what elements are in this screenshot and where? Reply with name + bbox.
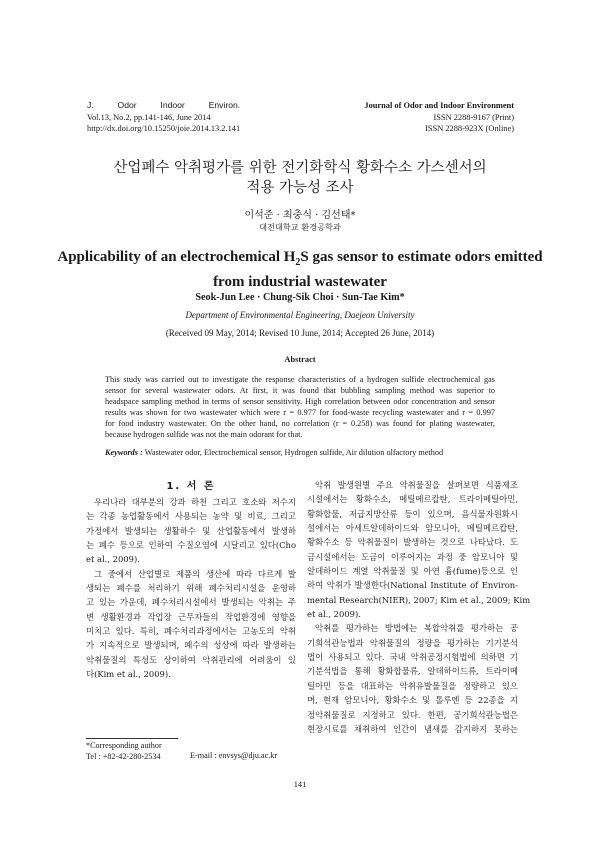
body-line: et al., 2009). (86, 554, 140, 565)
journal-short-name: J. Odor Indoor Environ. (87, 100, 241, 110)
telephone: Tel : +82-42-280-2534 (86, 752, 161, 761)
body-line: 며, 현재 암모니아, 황화수소 및 톨루엔 등 22종을 지 (307, 695, 518, 706)
body-line: 현장시료를 채취하여 인간이 냄새를 감지하지 못하는 (307, 723, 518, 734)
body-line: 악취를 평가하는 방법에는 복합악취를 평가하는 공 (315, 623, 518, 634)
body-column-left (86, 495, 296, 681)
body-line: 틸아민 등을 대표하는 악취유발물질을 정량하고 있으 (307, 680, 518, 691)
abstract-line: for food industry wastewater. On the other hand, no correlation (r = 0.258) was found for plating wastewater, (105, 419, 495, 429)
body-line: 가정에서 발생되는 생활하수 및 산업활동에서 발생하 (86, 525, 296, 536)
korean-title-line1: 산업폐수 악취평가를 위한 전기화학식 황화수소 가스센서의 (113, 160, 487, 176)
body-line: 정악취물질로 지정하고 있다. 한편, 공기희석관능법은 (307, 709, 518, 720)
received-dates: (Received 09 May, 2014; Revised 10 June, 2014; Accepted 26 June, 2014) (165, 328, 435, 338)
body-line: 우리나라 대부분의 강과 하천 그리고 호소와 저수지 (94, 497, 296, 507)
korean-affiliation: 대전대학교 환경공학과 (259, 222, 341, 232)
english-title-line2: from industrial wastewater (213, 273, 387, 290)
body-line: 미치고 있다. 특히, 폐수처리과정에서는 고농도의 악취 (86, 626, 296, 637)
body-line: 기희석관능법과 악취물질의 정량을 평가하는 기기분석 (307, 637, 518, 648)
abstract-line: This study was carried out to investigate the response characteristics of a hydrogen sulfide electrochemical gas (105, 375, 495, 384)
header-left (87, 100, 240, 135)
section-heading: 1. 서 론 (166, 481, 216, 492)
abstract-line: results was shown for two wastewater which were r = 0.977 for food-waste recycling wastewater and r = 0.997 (105, 408, 495, 418)
english-title (0, 248, 600, 291)
page-number: 141 (293, 780, 307, 789)
korean-title-line2: 적용 가능성 조사 (246, 180, 354, 196)
keywords-text: Wastewater odor, Electrochemical sensor, Hydrogen sulfide, Air dilution olfactory method (144, 448, 444, 457)
body-line: 악취물질의 특성도 상이하여 악취관리에 어려움이 있 (86, 654, 296, 665)
issn-print: ISSN 2288-9167 (Print) (433, 112, 514, 122)
body-line: 황화수소 등 악취물질이 발생하는 것으로 나타났다. 도 (307, 537, 518, 548)
header-right (364, 100, 514, 135)
body-column-right (307, 478, 531, 736)
body-line: 기분석법을 통해 황화합물류, 알데하이드류, 트라이메 (307, 666, 518, 677)
english-title-line1: Applicability of an electrochemical $H_2S$ gas sensor to estimate odors emitted (57, 249, 543, 268)
body-line: 알데하이드 계열 악취물질 및 아연 흄(fume)등으로 인 (307, 566, 518, 577)
body-line: 생되는 폐수를 처리하기 위해 폐수처리시설을 운영하 (86, 583, 296, 594)
body-line: 금시설에서는 도금이 이루어지는 과정 중 암모니아 및 (307, 551, 518, 562)
body-line: 황화합물, 저급지방산류 등이 있으며, 음식물자원화시 (307, 508, 518, 519)
keywords (105, 448, 505, 457)
body-line: 그 중에서 산업별로 제품의 생산에 따라 다르게 발 (94, 568, 296, 579)
abstract-line: because hydrogen sulfide was not the main odorant for that. (105, 430, 303, 440)
body-line: 악취 발생원별 주요 악취물질을 살펴보면 식품제조 (315, 480, 518, 490)
footnote (86, 740, 162, 762)
body-line: et al., 2009). (307, 609, 361, 620)
body-line: 하여 악취가 발생한다(National Institute of Environ- (307, 580, 518, 591)
issn-online: ISSN 2288-923X (Online) (425, 124, 514, 134)
body-line: 시설에서는 황화수소, 메틸메르캅탄, 트라이메틸아민, (307, 494, 518, 505)
journal-full-name: Journal of Odor and Indoor Environment (364, 101, 514, 110)
doi-link[interactable]: http://dx.doi.org/10.15250/joie.2014.13.2.141 (87, 124, 241, 134)
korean-title (0, 158, 600, 198)
body-line: 고 있는 가운데, 폐수처리시설에서 발생되는 악취는 주 (86, 597, 296, 608)
body-line: 가 지속적으로 발생되며, 폐수의 성상에 따라 발생하는 (86, 640, 296, 651)
keywords-label: Keywords : (105, 448, 143, 457)
korean-authors: 이석준 · 최충식 · 김선태* (244, 210, 356, 221)
english-affiliation: Department of Environmental Engineering, Daejeon University (185, 310, 415, 320)
corresponding-author: *Corresponding author (86, 741, 162, 750)
abstract-body (105, 374, 495, 440)
abstract-line: sensor for several wastewater odors. At first, it was found that bubbling sampling method was superior to (105, 386, 495, 396)
abstract-line: headspace sampling method in terms of sensor sensitivity. High correlation between odor concentration and sensor (105, 397, 495, 407)
abstract-heading: Abstract (284, 355, 316, 364)
english-authors: Seok-Jun Lee · Chung-Sik Choi · Sun-Tae Kim* (195, 292, 405, 303)
body-line: 는 폐수 등으로 인하여 수질오염에 시달리고 있다(Cho (86, 540, 296, 551)
volume-line: Vol.13, No.2, pp.141-146, June 2014 (87, 112, 211, 122)
body-line: 다(Kim et al., 2009). (86, 669, 171, 680)
body-line: 는 각종 농업활동에서 사용되는 농약 및 비료, 그리고 (86, 511, 296, 522)
body-line: mental Research(NIER), 2007; Kim et al., 2009; Kim (307, 594, 531, 605)
email-address[interactable]: E-mail : envsys@dju.ac.kr (190, 751, 278, 760)
footnote-divider (86, 738, 178, 739)
body-line: 설에서는 아세트알데하이드와 암모니아, 메틸메르캅탄, (307, 523, 518, 534)
body-line: 변 생활환경과 작업장 근무자들의 작업환경에 영향을 (86, 611, 296, 622)
body-line: 법이 사용되고 있다. 국내 악취공정시험법에 의하면 기 (307, 652, 518, 663)
